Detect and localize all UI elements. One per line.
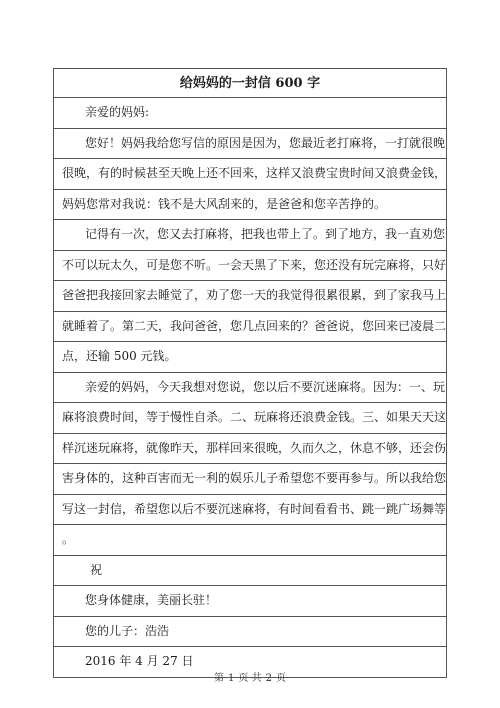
letter-signature: 您的儿子：浩浩 <box>53 617 447 648</box>
letter-line: 。 <box>53 525 447 556</box>
letter-line: 麻将浪费时间，等于慢性自杀。二、玩麻将还浪费金钱。三、如果天天这 <box>53 403 447 434</box>
letter-line: 样沉迷玩麻将，就像昨天，那样回来很晚，久而久之，休息不够，还会伤 <box>53 434 447 465</box>
page-label-prefix: 第 <box>214 673 225 684</box>
letter-line: 害身体的，这种百害而无一利的娱乐儿子希望您不要再参与。所以我给您 <box>53 464 447 495</box>
letter-date: 2016 年 4 月 27 日 <box>53 647 447 678</box>
page-total: 2 <box>265 673 272 684</box>
letter-line: 亲爱的妈妈，今天我想对您说，您以后不要沉迷麻将。因为：一、玩 <box>53 373 447 404</box>
letter-closing-wish: 祝 <box>53 556 447 587</box>
letter-line: 您好！妈妈我给您写信的原因是因为，您最近老打麻将，一打就很晚 <box>53 129 447 160</box>
page-footer <box>0 669 500 684</box>
page-label-mid: 页 共 <box>238 673 262 684</box>
letter-line: 记得有一次，您又去打麻将，把我也带上了。到了地方，我一直劝您 <box>53 220 447 251</box>
letter-line: 就睡着了。第二天，我问爸爸，您几点回来的？爸爸说，您回来已凌晨二 <box>53 312 447 343</box>
letter-line: 爸爸把我接回家去睡觉了，劝了您一天的我觉得很累很累，到了家我马上 <box>53 281 447 312</box>
letter-line: 妈妈您常对我说：钱不是大风刮来的，是爸爸和您辛苦挣的。 <box>53 190 447 221</box>
letter-line: 写这一封信，希望您以后不要沉迷麻将，有时间看看书、跳一跳广场舞等 <box>53 495 447 526</box>
letter-title: 给妈妈的一封信 600 字 <box>53 69 447 98</box>
page-label-suffix: 页 <box>275 673 286 684</box>
letter-table <box>53 68 447 678</box>
letter-line: 很晚，有的时候甚至天晚上还不回来，这样又浪费宝贵时间又浪费金钱， <box>53 159 447 190</box>
letter-line: 不可以玩太久，可是您不听。一会天黑了下来，您还没有玩完麻将，只好 <box>53 251 447 282</box>
letter-greeting: 亲爱的妈妈: <box>53 98 447 129</box>
page-current: 1 <box>228 673 235 684</box>
letter-closing-line: 您身体健康，美丽长驻！ <box>53 586 447 617</box>
letter-line: 点，还输 500 元钱。 <box>53 342 447 373</box>
